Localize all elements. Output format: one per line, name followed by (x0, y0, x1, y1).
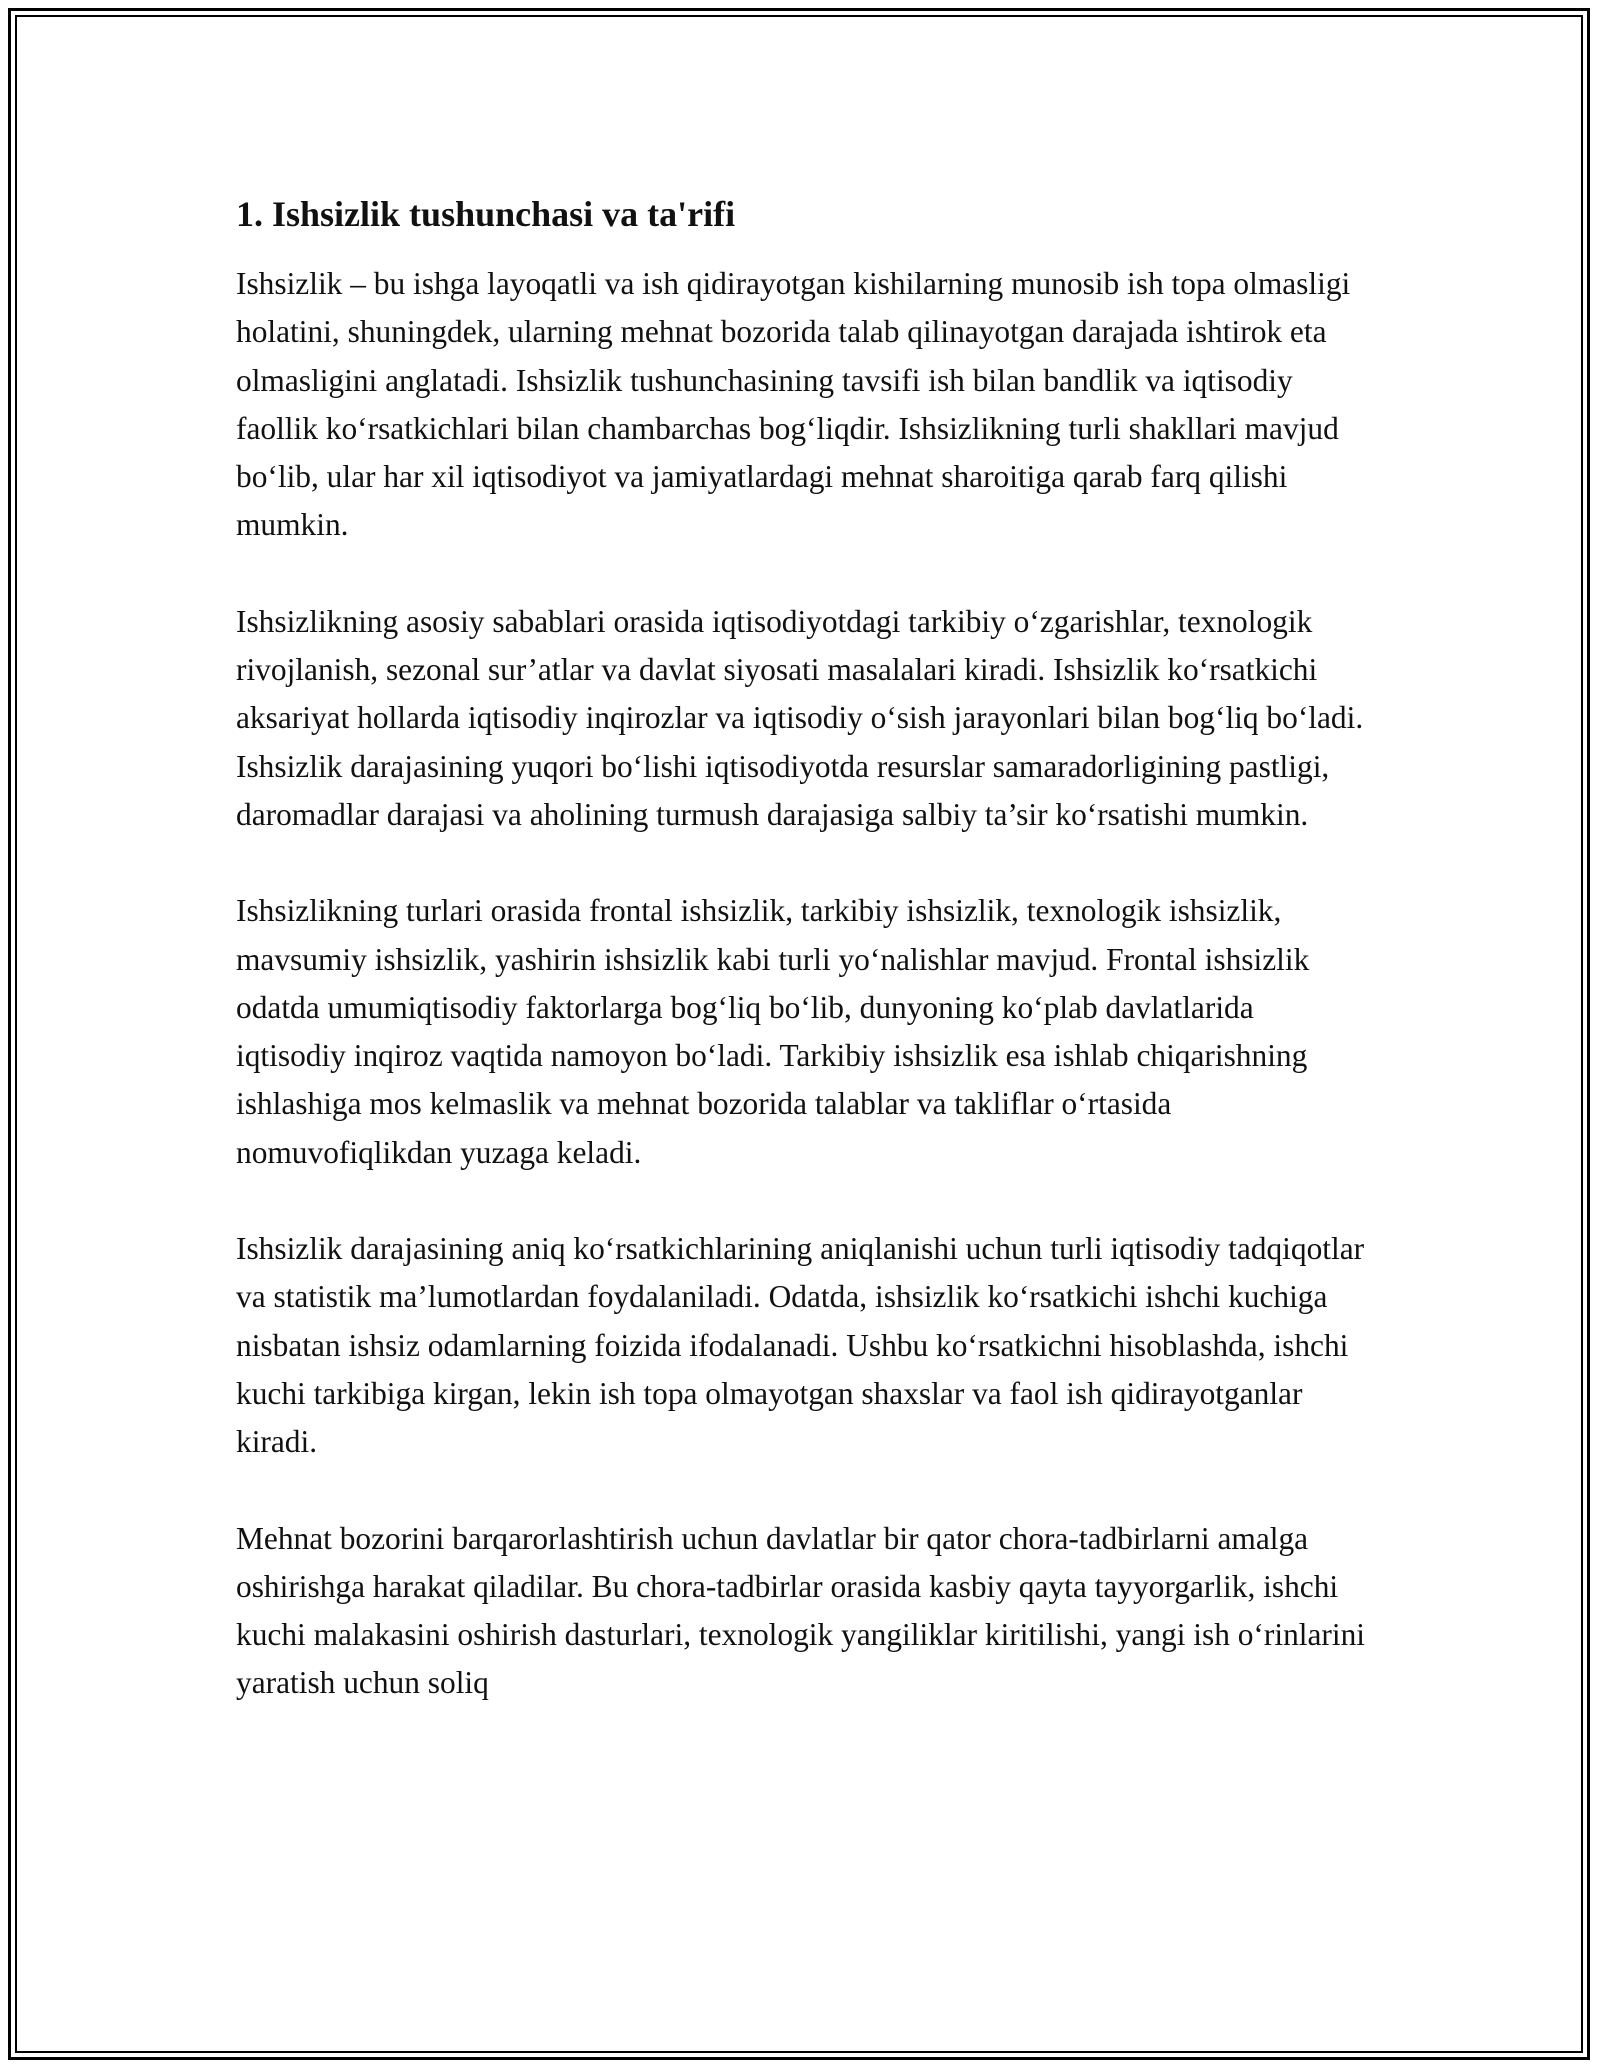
paragraph-causes: Ishsizlikning asosiy sabablari orasida iqtisodiyotdagi tarkibiy o‘zgarishlar, texnologik rivojlanish, sezonal sur’atlar va davlat siyosati masalalari kiradi. Ishsizlik ko‘rsatkichi aksariyat hollarda iqtisodiy inqirozlar va iqtisodiy o‘sish jarayonlari bilan bog‘liq bo‘ladi. Ishsizlik darajasining yuqori bo‘lishi iqtisodiyotda resurslar samaradorligining pastligi, daromadlar darajasi va aholining turmush darajasiga salbiy ta’sir ko‘rsatishi mumkin. (236, 603, 1364, 832)
paragraph-stabilization: Mehnat bozorini barqarorlashtirish uchun davlatlar bir qator chora-tadbirlarni amalga oshirishga harakat qiladilar. Bu chora-tadbirlar orasida kasbiy qayta tayyorgarlik, ishchi kuchi malakasini oshirish dasturlari, texnologik yangiliklar kiritilishi, yangi ish o‘rinlarini yaratish uchun soliq (236, 1520, 1366, 1701)
paragraph-measurement: Ishsizlik darajasining aniq ko‘rsatkichlarining aniqlanishi uchun turli iqtisodiy tadqiqotlar va statistik ma’lumotlardan foydalaniladi. Odatda, ishsizlik ko‘rsatkichi ishchi kuchiga nisbatan ishsiz odamlarning foizida ifodalanadi. Ushbu ko‘rsatkichni hisoblashda, ishchi kuchi tarkibiga kirgan, lekin ish topa olmayotgan shaxslar va faol ish qidirayotganlar kiradi. (236, 1231, 1365, 1460)
document-body (236, 190, 1366, 1756)
paragraph-definition: Ishsizlik – bu ishga layoqatli va ish qidirayotgan kishilarning munosib ish topa olmasligi holatini, shuningdek, ularning mehnat bozorida talab qilinayotgan darajada ishtirok eta olmasligini anglatadi. Ishsizlik tushunchasining tavsifi ish bilan bandlik va iqtisodiy faollik ko‘rsatkichlari bilan chambarchas bog‘liqdir. Ishsizlikning turli shakllari mavjud bo‘lib, ular har xil iqtisodiyot va jamiyatlardagi mehnat sharoitiga qarab farq qilishi mumkin. (236, 266, 1351, 543)
section-heading: 1. Ishsizlik tushunchasi va ta'rifi (236, 194, 736, 234)
paragraph-types: Ishsizlikning turlari orasida frontal ishsizlik, tarkibiy ishsizlik, texnologik ishsizlik, mavsumiy ishsizlik, yashirin ishsizlik kabi turli yo‘nalishlar mavjud. Frontal ishsizlik odatda umumiqtisodiy faktorlarga bog‘liq bo‘lib, dunyoning ko‘plab davlatlarida iqtisodiy inqiroz vaqtida namoyon bo‘ladi. Tarkibiy ishsizlik esa ishlab chiqarishning ishlashiga mos kelmaslik va mehnat bozorida talablar va takliflar o‘rtasida nomuvofiqlikdan yuzaga keladi. (236, 893, 1310, 1170)
